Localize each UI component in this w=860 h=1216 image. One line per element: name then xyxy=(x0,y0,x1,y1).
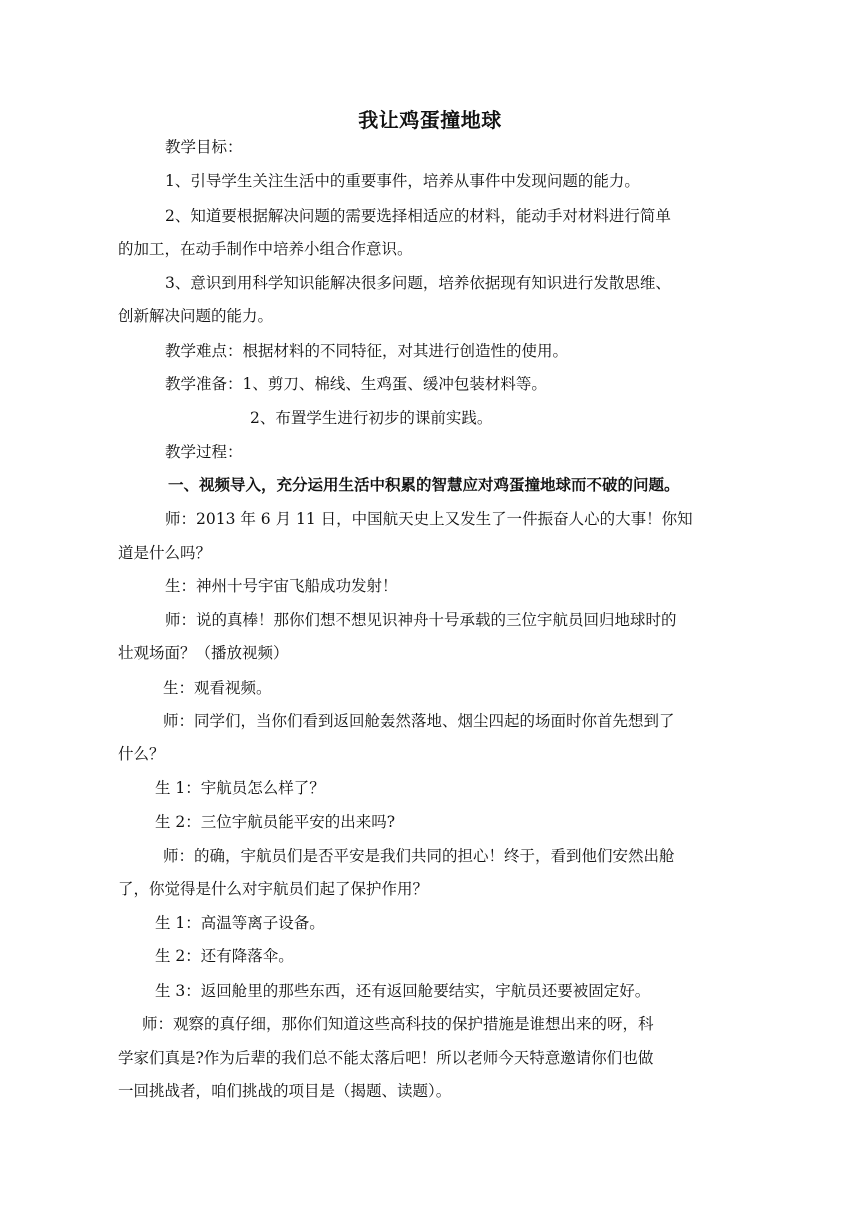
dialogue-line-14: 生 2：还有降落伞。 xyxy=(155,947,294,965)
objective-2-line-1: 2、知道要根据解决问题的需要选择相适应的材料，能动手对材料进行简单 xyxy=(165,207,671,225)
dialogue-line-9: 生 1：宇航员怎么样了？ xyxy=(155,779,325,797)
dialogue-line-10: 生 2：三位宇航员能平安的出来吗? xyxy=(155,813,396,831)
dialogue-line-7: 师：同学们，当你们看到返回舱轰然落地、烟尘四起的场面时你首先想到了 xyxy=(163,712,675,730)
objective-3-line-2: 创新解决问题的能力。 xyxy=(118,307,274,325)
objective-3-line-1: 3、意识到用科学知识能解决很多问题，培养依据现有知识进行发散思维、 xyxy=(165,274,671,292)
objective-1: 1、引导学生关注生活中的重要事件，培养从事件中发现问题的能力。 xyxy=(165,172,640,190)
dialogue-line-18: 一回挑战者，咱们挑战的项目是（揭题、读题）。 xyxy=(118,1082,452,1100)
dialogue-line-16: 师：观察的真仔细，那你们知道这些高科技的保护措施是谁想出来的呀，科 xyxy=(142,1015,654,1033)
section-1-heading: 一、视频导入，充分运用生活中积累的智慧应对鸡蛋撞地球而不破的问题。 xyxy=(168,475,680,494)
preparation-2: 2、布置学生进行初步的课前实践。 xyxy=(250,409,493,427)
dialogue-line-12: 了，你觉得是什么对宇航员们起了保护作用？ xyxy=(118,880,429,898)
document-title: 我让鸡蛋撞地球 xyxy=(358,108,502,132)
dialogue-line-2: 道是什么吗？ xyxy=(118,544,212,562)
objective-2-line-2: 的加工，在动手制作中培养小组合作意识。 xyxy=(118,240,413,258)
dialogue-line-17: 学家们真是?作为后辈的我们总不能太落后吧！所以老师今天特意邀请你们也做 xyxy=(118,1049,654,1067)
dialogue-line-3: 生：神州十号宇宙飞船成功发射！ xyxy=(165,577,398,595)
dialogue-line-4: 师：说的真棒！那你们想不想见识神舟十号承载的三位宇航员回归地球时的 xyxy=(165,611,677,629)
teaching-difficulty: 教学难点：根据材料的不同特征，对其进行创造性的使用。 xyxy=(165,342,569,360)
dialogue-line-8: 什么？ xyxy=(118,745,165,763)
process-heading: 教学过程： xyxy=(165,443,243,461)
dialogue-line-11: 师：的确，宇航员们是否平安是我们共同的担心！终于，看到他们安然出舱 xyxy=(163,847,675,865)
dialogue-line-5: 壮观场面？（播放视频） xyxy=(118,644,289,662)
dialogue-line-1: 师：2013 年 6 月 11 日，中国航天史上又发生了一件振奋人心的大事！你知 xyxy=(165,510,693,528)
preparation-1: 教学准备：1、剪刀、棉线、生鸡蛋、缓冲包装材料等。 xyxy=(165,375,547,393)
dialogue-line-13: 生 1：高温等离子设备。 xyxy=(155,914,325,932)
dialogue-line-15: 生 3：返回舱里的那些东西，还有返回舱要结实，宇航员还要被固定好。 xyxy=(155,982,651,1000)
dialogue-line-6: 生：观看视频。 xyxy=(163,679,272,697)
objectives-heading: 教学目标： xyxy=(165,138,243,156)
